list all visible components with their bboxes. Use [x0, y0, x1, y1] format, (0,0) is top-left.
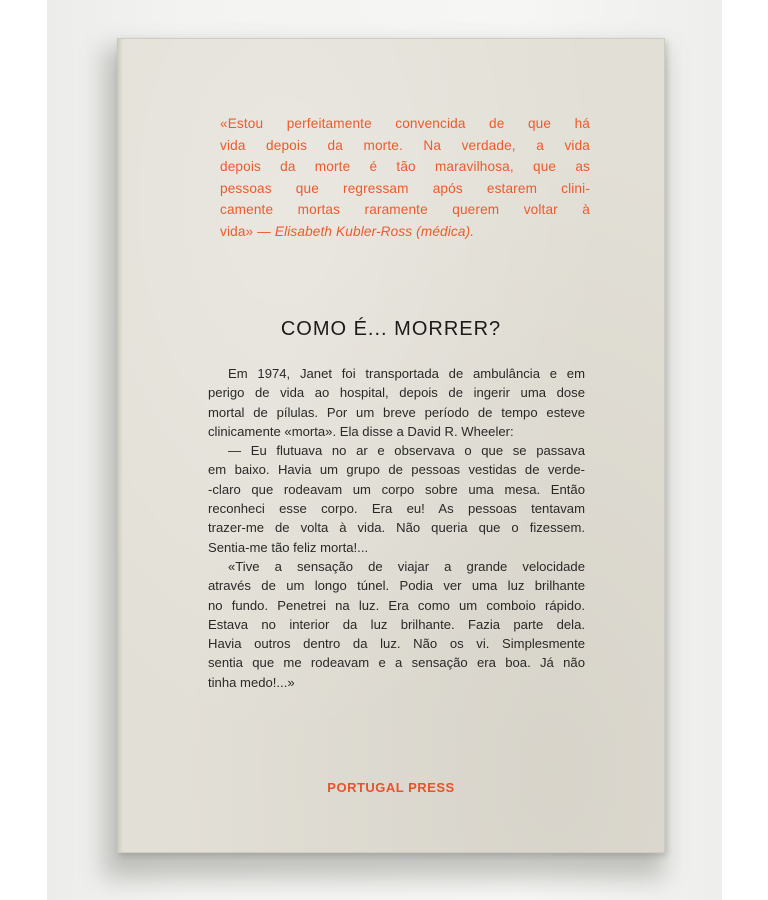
blurb-line: trazer-me de volta à vida. Não queria que o fizessem.	[208, 520, 585, 536]
book-back-cover	[117, 38, 665, 853]
blurb-line: tinha medo!...»	[208, 674, 295, 690]
quote-author: Elisabeth Kubler-Ross (médica).	[274, 223, 475, 239]
blurb-line: — Eu flutuava no ar e observava o que se passava	[228, 443, 585, 459]
blurb-line: -claro que rodeavam um corpo sobre uma mesa. Então	[208, 481, 585, 497]
cover-quote	[220, 113, 590, 242]
blurb-line: perigo de vida ao hospital, depois de ingerir uma dose	[208, 385, 585, 401]
blurb-line: Estava no interior da luz brilhante. Fazia parte dela.	[208, 616, 585, 632]
blurb-text	[208, 364, 585, 692]
blurb-line: sentia que me rodeavam e a sensação era boa. Já não	[208, 655, 585, 671]
blurb-line: clinicamente «morta». Ela disse a David R. Wheeler:	[208, 423, 514, 439]
quote-line-last	[220, 221, 590, 243]
blurb-line: Em 1974, Janet foi transportada de ambulância e em	[228, 366, 585, 381]
quote-line: depois da morte é tão maravilhosa, que as	[220, 159, 590, 174]
quote-line: «Estou perfeitamente convencida de que há	[220, 116, 590, 131]
publisher-name: PORTUGAL PRESS	[327, 780, 455, 795]
blurb-line: em baixo. Havia um grupo de pessoas vestidas de verde-	[208, 462, 585, 478]
quote-line: camente mortas raramente querem voltar à	[220, 202, 590, 217]
blurb-line: no fundo. Penetrei na luz. Era como um comboio rápido.	[208, 597, 585, 613]
blurb-line: mortal de pílulas. Por um breve período de tempo esteve	[208, 404, 585, 420]
blurb-line: reconheci esse corpo. Era eu! As pessoas tentavam	[208, 501, 585, 517]
blurb-line: através de um longo túnel. Podia ver uma luz brilhante	[208, 578, 585, 594]
blurb-line: Havia outros dentro da luz. Não os vi. Simplesmente	[208, 636, 585, 652]
blurb-line: «Tive a sensação de viajar a grande velocidade	[228, 558, 585, 574]
book-title: COMO É... MORRER?	[280, 318, 502, 340]
quote-last-prefix: vida» —	[220, 223, 275, 239]
quote-line: vida depois da morte. Na verdade, a vida	[220, 137, 590, 153]
book-spine-edge	[117, 38, 123, 853]
blurb-line: Sentia-me tão feliz morta!...	[208, 539, 369, 555]
quote-line: pessoas que regressam após estarem clini-	[220, 180, 590, 196]
